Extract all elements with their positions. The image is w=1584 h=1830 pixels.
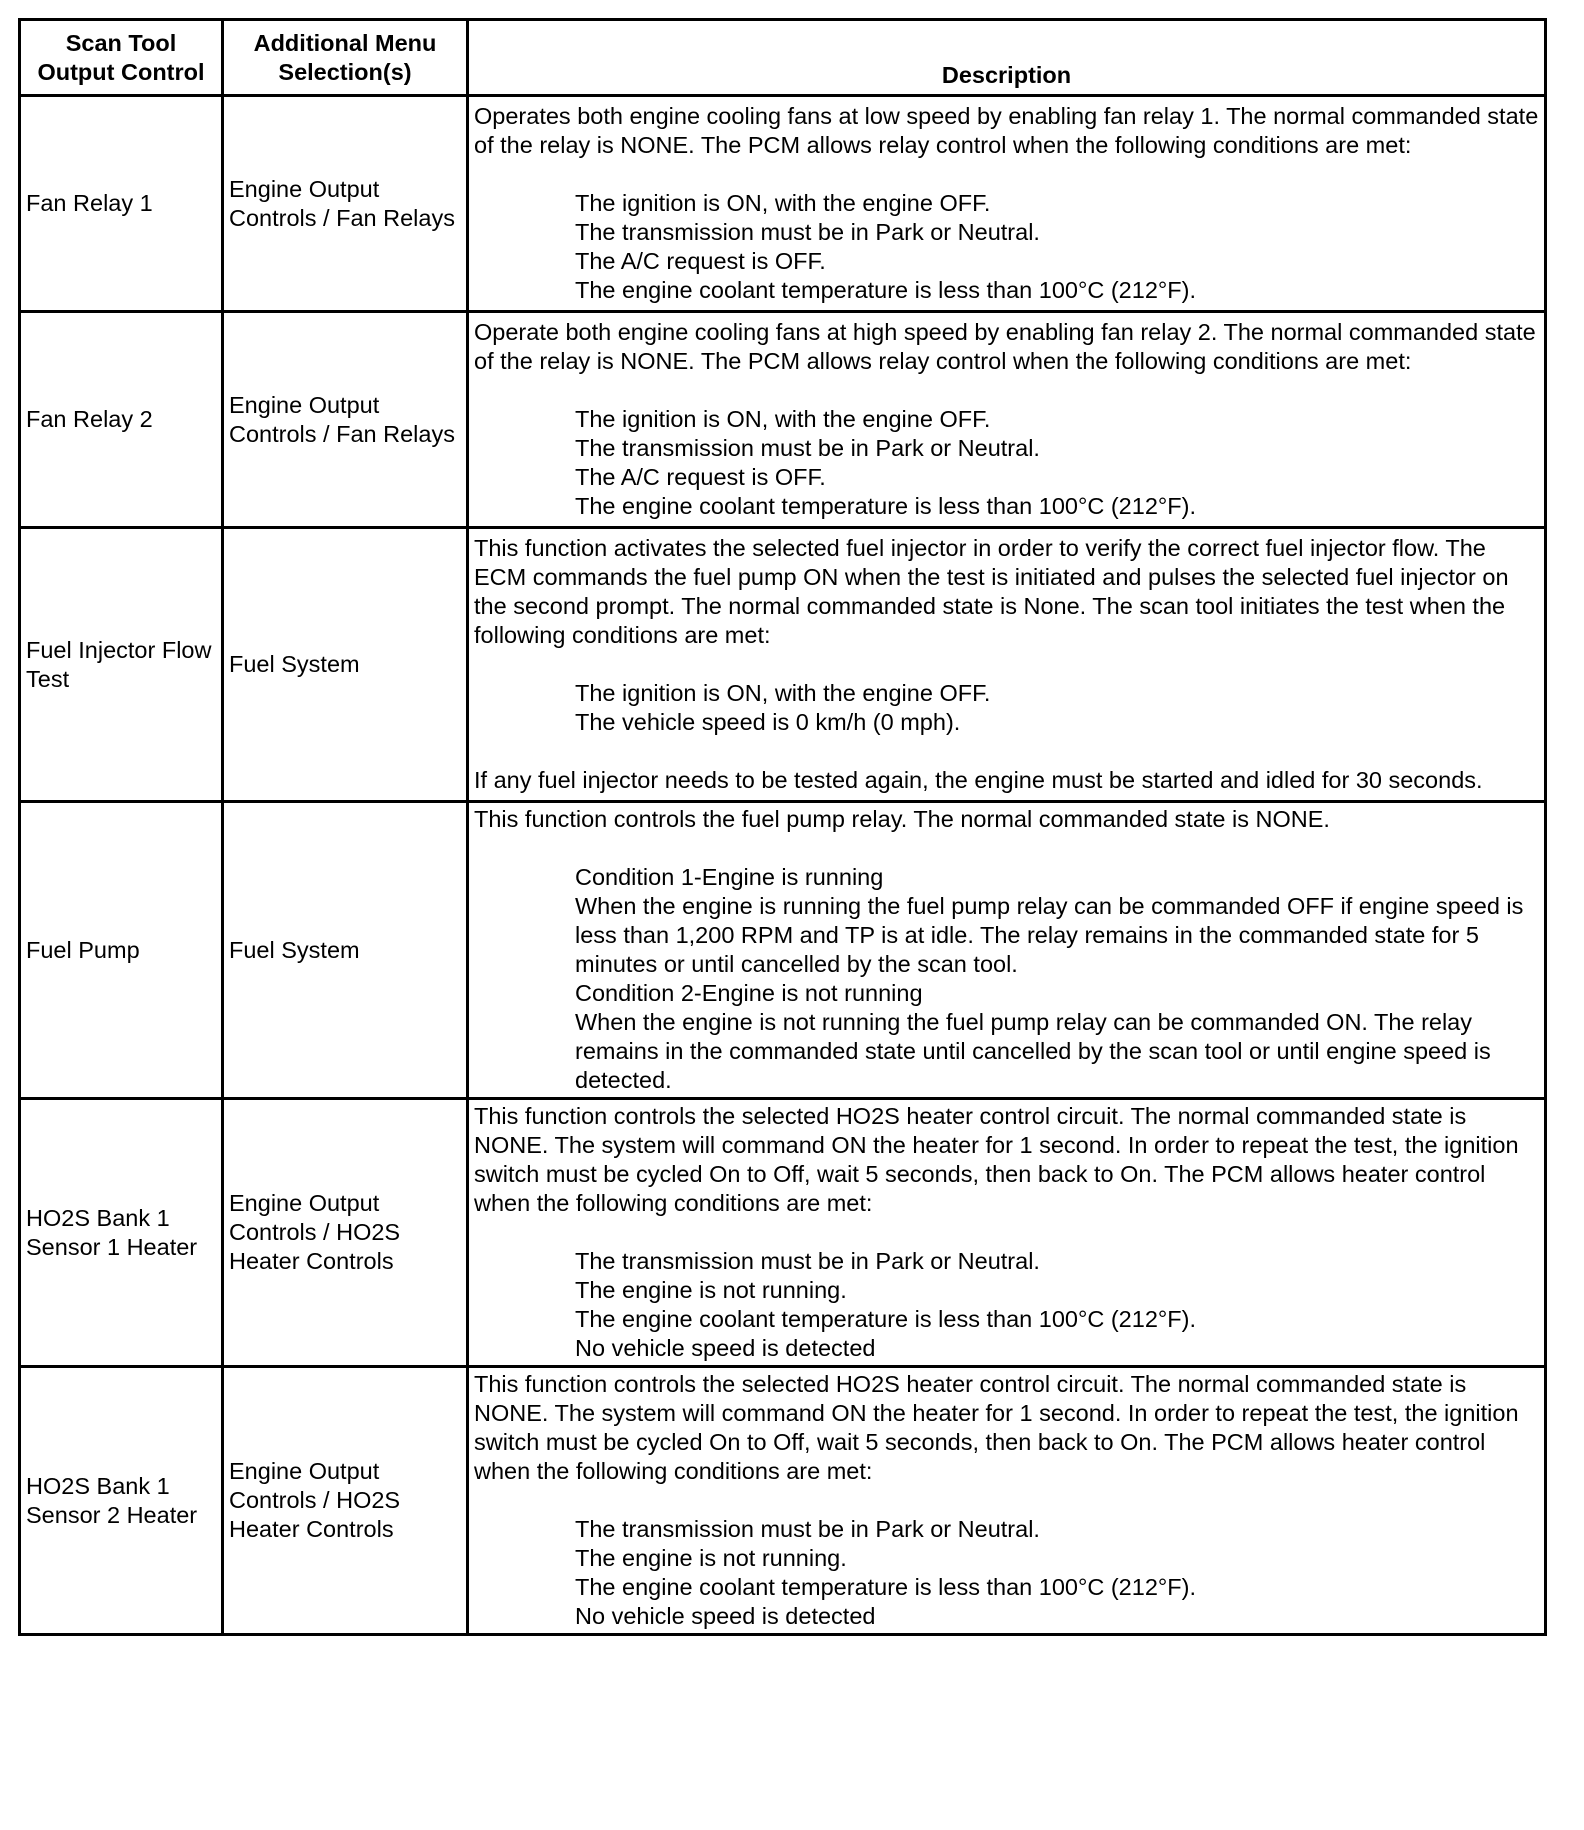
condition-item: When the engine is running the fuel pump relay can be commanded OFF if engine speed is less than 1,200 RPM and TP is at idle. The relay remains in the commanded state for 5 minutes or until cancelled by the scan tool. (575, 893, 1524, 977)
table-body (20, 96, 1546, 1635)
cell-description (468, 96, 1546, 312)
conditions-list (474, 405, 1539, 521)
condition-item: The engine coolant temperature is less than 100°C (212°F). (575, 1306, 1196, 1332)
description-intro: Operate both engine cooling fans at high speed by enabling fan relay 2. The normal commanded state of the relay is NONE. The PCM allows relay control when the following conditions are met: (474, 319, 1536, 374)
cell-output-control: Fan Relay 1 (20, 96, 223, 312)
table-row (20, 1099, 1546, 1367)
header-description: Description (468, 20, 1546, 96)
table-row (20, 528, 1546, 802)
condition-item: The engine is not running. (575, 1545, 847, 1571)
condition-item: The A/C request is OFF. (575, 248, 826, 274)
condition-item: The vehicle speed is 0 km/h (0 mph). (575, 709, 961, 735)
conditions-list (474, 1515, 1539, 1631)
cell-output-control: HO2S Bank 1 Sensor 2 Heater (20, 1367, 223, 1635)
cell-menu-selection: Engine Output Controls / Fan Relays (223, 96, 468, 312)
table-row (20, 802, 1546, 1099)
condition-item: No vehicle speed is detected (575, 1335, 876, 1361)
header-additional-menu-selections: Additional Menu Selection(s) (223, 20, 468, 96)
cell-description (468, 802, 1546, 1099)
description-intro: This function controls the selected HO2S heater control circuit. The normal commanded state is NONE. The system will command ON the heater for 1 second. In order to repeat the test, the ignition switch must be cycled On to Off, wait 5 seconds, then back to On. The PCM allows heater control when the following conditions are met: (474, 1371, 1519, 1484)
conditions-list (474, 1247, 1539, 1363)
table-row (20, 1367, 1546, 1635)
table-row (20, 312, 1546, 528)
cell-output-control: Fuel Pump (20, 802, 223, 1099)
description-footnote: If any fuel injector needs to be tested again, the engine must be started and idled for 30 seconds. (474, 767, 1483, 793)
condition-item: The transmission must be in Park or Neutral. (575, 435, 1040, 461)
condition-item: The engine coolant temperature is less than 100°C (212°F). (575, 1574, 1196, 1600)
condition-item: The ignition is ON, with the engine OFF. (575, 406, 991, 432)
cell-output-control: Fan Relay 2 (20, 312, 223, 528)
cell-output-control: HO2S Bank 1 Sensor 1 Heater (20, 1099, 223, 1367)
cell-description (468, 1367, 1546, 1635)
output-control-table (18, 18, 1547, 1636)
cell-menu-selection: Engine Output Controls / Fan Relays (223, 312, 468, 528)
header-scan-tool-output-control: Scan Tool Output Control (20, 20, 223, 96)
description-intro: Operates both engine cooling fans at low speed by enabling fan relay 1. The normal commanded state of the relay is NONE. The PCM allows relay control when the following conditions are met: (474, 103, 1539, 158)
description-intro: This function controls the fuel pump relay. The normal commanded state is NONE. (474, 806, 1330, 832)
table-row (20, 96, 1546, 312)
condition-item: The engine is not running. (575, 1277, 847, 1303)
condition-item: No vehicle speed is detected (575, 1603, 876, 1629)
cell-menu-selection: Engine Output Controls / HO2S Heater Controls (223, 1367, 468, 1635)
condition-item: The A/C request is OFF. (575, 464, 826, 490)
cell-menu-selection: Fuel System (223, 528, 468, 802)
description-intro: This function activates the selected fuel injector in order to verify the correct fuel injector flow. The ECM commands the fuel pump ON when the test is initiated and pulses the selected fuel injector on the second prompt. The normal commanded state is None. The scan tool initiates the test when the following conditions are met: (474, 535, 1509, 648)
cell-menu-selection: Fuel System (223, 802, 468, 1099)
cell-description (468, 1099, 1546, 1367)
condition-item: Condition 2-Engine is not running (575, 980, 923, 1006)
conditions-list (474, 679, 1539, 737)
cell-output-control: Fuel Injector Flow Test (20, 528, 223, 802)
conditions-list (474, 863, 1539, 1095)
cell-menu-selection: Engine Output Controls / HO2S Heater Controls (223, 1099, 468, 1367)
condition-item: The ignition is ON, with the engine OFF. (575, 680, 991, 706)
condition-item: Condition 1-Engine is running (575, 864, 884, 890)
condition-item: The transmission must be in Park or Neutral. (575, 1516, 1040, 1542)
condition-item: The transmission must be in Park or Neutral. (575, 219, 1040, 245)
cell-description (468, 528, 1546, 802)
condition-item: The engine coolant temperature is less than 100°C (212°F). (575, 277, 1196, 303)
description-intro: This function controls the selected HO2S heater control circuit. The normal commanded state is NONE. The system will command ON the heater for 1 second. In order to repeat the test, the ignition switch must be cycled On to Off, wait 5 seconds, then back to On. The PCM allows heater control when the following conditions are met: (474, 1103, 1519, 1216)
condition-item: The transmission must be in Park or Neutral. (575, 1248, 1040, 1274)
conditions-list (474, 189, 1539, 305)
cell-description (468, 312, 1546, 528)
condition-item: When the engine is not running the fuel pump relay can be commanded ON. The relay remains in the commanded state until cancelled by the scan tool or until engine speed is detected. (575, 1009, 1491, 1093)
condition-item: The engine coolant temperature is less than 100°C (212°F). (575, 493, 1196, 519)
header-row (20, 20, 1546, 96)
condition-item: The ignition is ON, with the engine OFF. (575, 190, 991, 216)
